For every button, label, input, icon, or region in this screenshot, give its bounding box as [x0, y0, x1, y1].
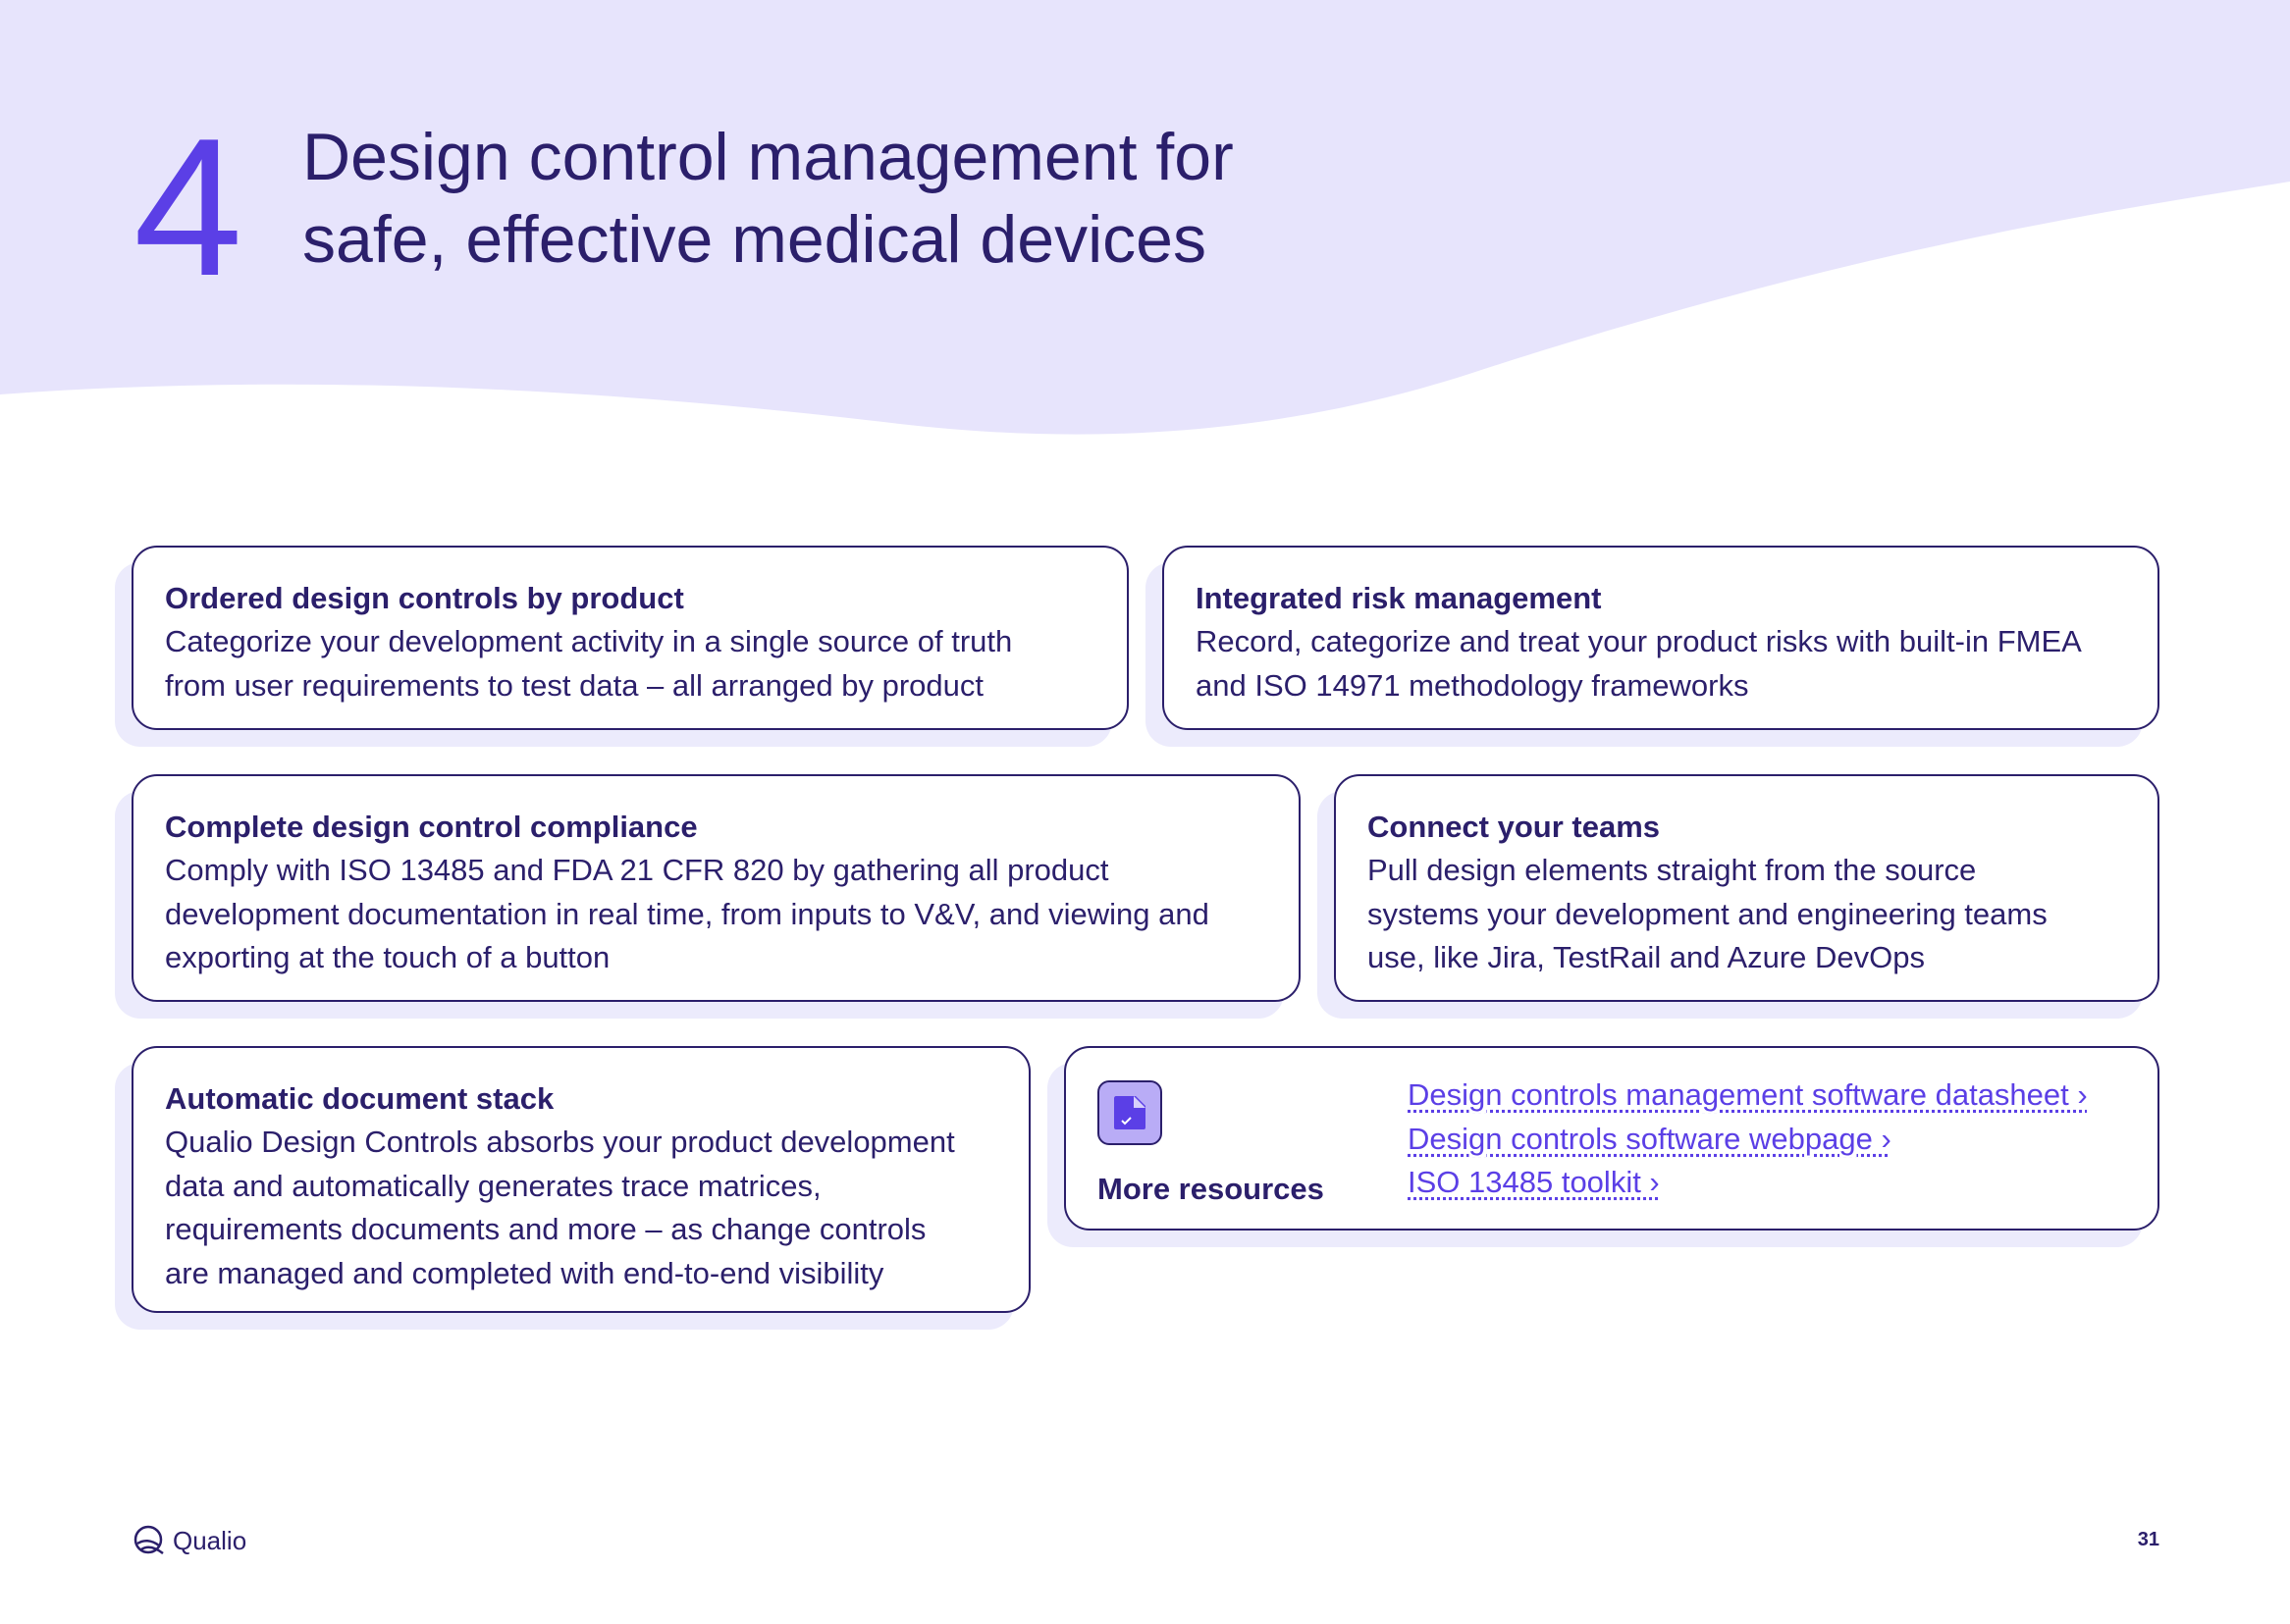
card-body-line: Comply with ISO 13485 and FDA 21 CFR 820 by gathering all product	[165, 853, 1109, 887]
feature-card-design-control-compliance	[132, 774, 1301, 1002]
card-body	[1367, 849, 2126, 980]
feature-card-ordered-design-controls	[132, 546, 1129, 730]
card-body	[165, 849, 1267, 980]
page-title-line-2: safe, effective medical devices	[302, 202, 1206, 277]
card-title: Automatic document stack	[165, 1081, 555, 1116]
card-title: Integrated risk management	[1196, 581, 1602, 615]
card-body	[165, 620, 1095, 707]
card-body-line: data and automatically generates trace matrices,	[165, 1168, 822, 1203]
link-iso-toolkit[interactable]: ISO 13485 toolkit ›	[1408, 1165, 1660, 1199]
resource-links	[1408, 1074, 2088, 1205]
card-body-line: and ISO 14971 methodology frameworks	[1196, 667, 1749, 703]
section-number: 4	[133, 98, 243, 317]
page-number: 31	[2137, 1529, 2159, 1550]
card-body-line: exporting at the touch of a button	[165, 940, 611, 974]
link-datasheet[interactable]: Design controls management software datasheet ›	[1408, 1077, 2088, 1112]
card-body-line: systems your development and engineering teams	[1367, 896, 2048, 931]
more-resources-card	[1064, 1046, 2159, 1231]
card-title: Ordered design controls by product	[165, 581, 684, 615]
card-body-line: Pull design elements straight from the source	[1367, 853, 1977, 887]
feature-card-connect-teams	[1334, 774, 2159, 1002]
card-body-line: Categorize your development activity in a single source of truth	[165, 624, 1013, 658]
page-title	[302, 116, 1480, 281]
card-body-line: Qualio Design Controls absorbs your product development	[165, 1125, 955, 1159]
qualio-logo-icon	[132, 1524, 165, 1557]
card-body-line: Record, categorize and treat your product risks with built-in FMEA	[1196, 624, 2082, 658]
card-title: Complete design control compliance	[165, 810, 698, 844]
card-body	[1196, 620, 2126, 707]
logo-text: Qualio	[173, 1525, 247, 1555]
card-title: Connect your teams	[1367, 810, 1661, 844]
document-check-icon	[1097, 1080, 1162, 1145]
more-resources-label: More resources	[1097, 1172, 1324, 1206]
feature-card-integrated-risk-management	[1162, 546, 2159, 730]
feature-card-automatic-document-stack	[132, 1046, 1031, 1313]
link-software-webpage[interactable]: Design controls software webpage ›	[1408, 1121, 1891, 1156]
qualio-logo	[132, 1524, 246, 1557]
card-body-line: from user requirements to test data – all arranged by product	[165, 667, 984, 703]
page-title-line-1: Design control management for	[302, 120, 1234, 194]
card-body-line: development documentation in real time, from inputs to V&V, and viewing and	[165, 896, 1209, 931]
card-body-line: are managed and completed with end-to-end visibility	[165, 1255, 884, 1290]
card-body-line: requirements documents and more – as change controls	[165, 1212, 927, 1246]
card-body-line: use, like Jira, TestRail and Azure DevOps	[1367, 940, 1926, 974]
card-body	[165, 1121, 997, 1295]
